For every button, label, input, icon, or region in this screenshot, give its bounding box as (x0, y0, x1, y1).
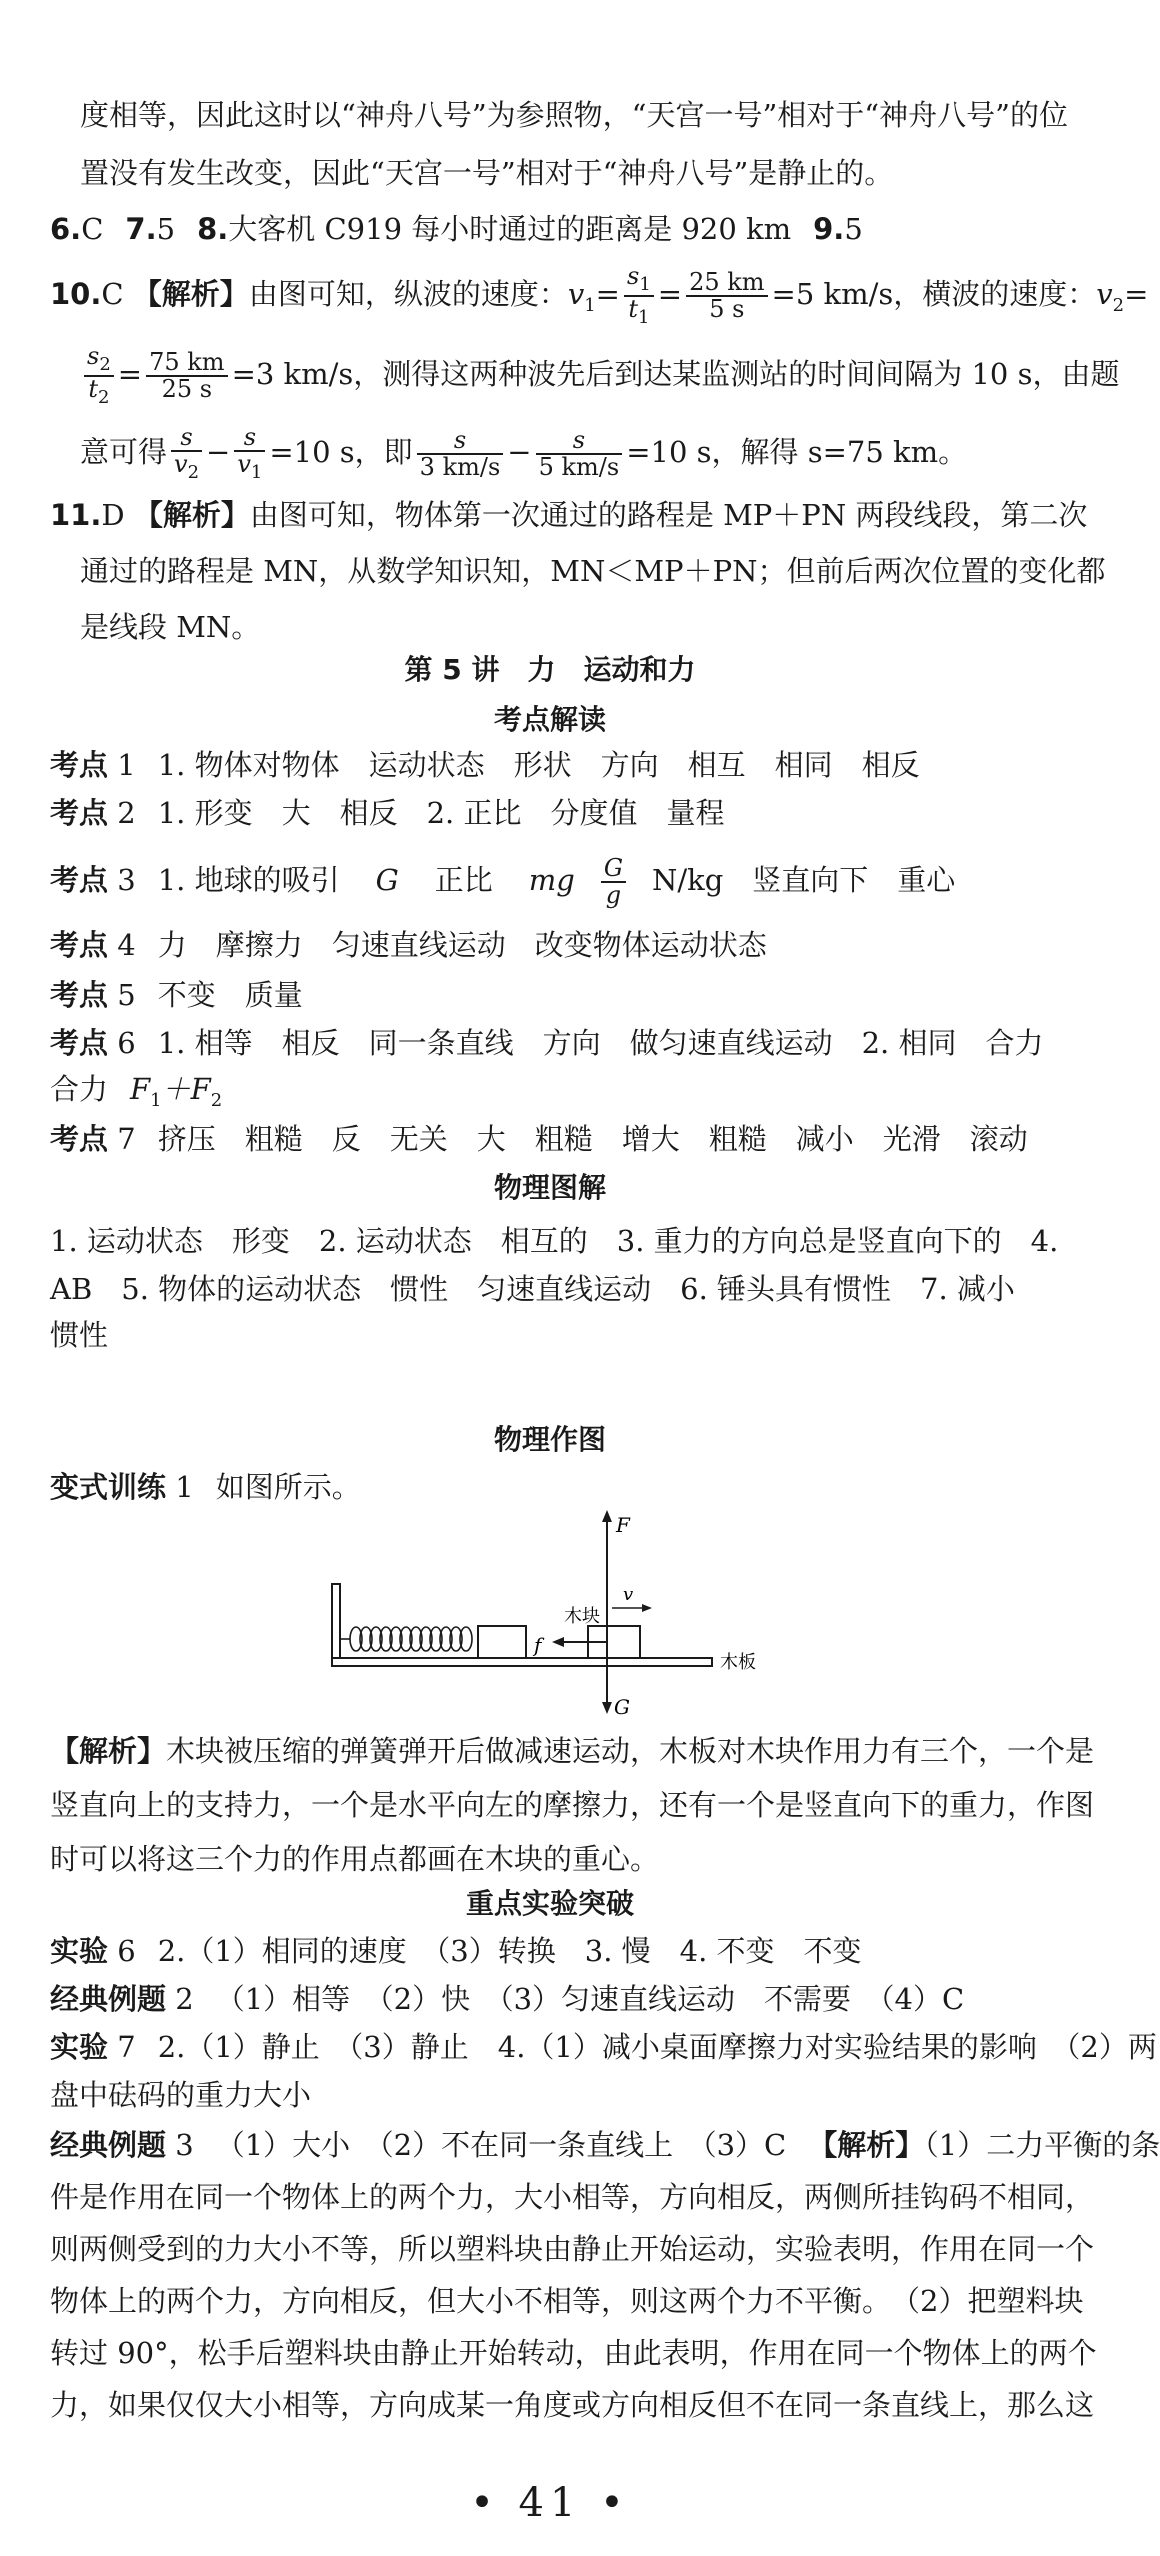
q11-line-1 (50, 492, 1088, 538)
example-2 (50, 1976, 1050, 2022)
label-num: 2 (117, 796, 136, 830)
fraction (601, 853, 626, 909)
label-num: 1 (117, 748, 136, 782)
bianshi-1 (50, 1464, 1050, 1510)
label: 经典例题 (50, 2128, 167, 2162)
text: =3 km/s，测得这两种波先后到达某监测站的时间间隔为 10 s，由题 (231, 357, 1120, 391)
text-line: AB 5. 物体的运动状态 惯性 匀速直线运动 6. 锤头具有惯性 7. 减小 (50, 1272, 1015, 1306)
sub: 1 (639, 274, 651, 296)
label-num: 3 (117, 863, 136, 897)
num: s (234, 425, 265, 452)
kaodian-2 (50, 790, 1050, 836)
question-number: 7. (125, 212, 157, 246)
q10-line-1 (50, 262, 1149, 328)
kaodian-5 (50, 972, 1050, 1018)
text-line: 1. 运动状态 形变 2. 运动状态 相互的 3. 重力的方向总是竖直向下的 4. (50, 1224, 1059, 1258)
text: 2.（1）相同的速度 （3）转换 3. 慢 4. 不变 不变 (157, 1934, 862, 1968)
text: N/kg 竖直向下 重心 (652, 863, 956, 897)
analysis-line-2: 竖直向上的支持力，一个是水平向左的摩擦力，还有一个是竖直向下的重力，作图 (50, 1788, 1095, 1822)
var: s (626, 262, 640, 291)
answer: 大客机 C919 每小时通过的距离是 920 km (228, 212, 792, 246)
board (332, 1658, 712, 1666)
var: F (130, 1072, 151, 1106)
var: v (567, 277, 585, 311)
q11-line-2: 通过的路程是 MN，从数学知识知，MN＜MP＋PN；但前后两次位置的变化都 (80, 554, 1106, 588)
label-num: 6 (117, 1934, 136, 1968)
label: 考点 (50, 1122, 109, 1156)
eq: = (1124, 277, 1149, 311)
text: 1. 物体对物体 运动状态 形状 方向 相互 相同 相反 (157, 748, 920, 782)
text: 正比 (434, 863, 493, 897)
answers-6-9 (50, 206, 1050, 252)
q11-line-3: 是线段 MN。 (80, 610, 261, 644)
example-3 (50, 2122, 1160, 2168)
q10-line-2 (80, 342, 1120, 408)
label-G: G (614, 1695, 630, 1719)
text-line: 惯性 (50, 1318, 109, 1352)
label-num: 7 (117, 2030, 136, 2064)
var: s (87, 342, 100, 371)
answer: C (81, 212, 104, 246)
sub: 1 (150, 1089, 162, 1111)
experiment-6 (50, 1928, 1050, 1974)
kaodian-1 (50, 742, 1050, 788)
fraction (417, 425, 504, 481)
experiment-7-line-2: 盘中砝码的重力大小 (50, 2078, 312, 2112)
fraction (84, 344, 114, 407)
subsection-title: 重点实验突破 (465, 1887, 634, 1920)
fraction (624, 264, 654, 327)
kaodian-3 (50, 848, 1050, 912)
question-number: 8. (197, 212, 229, 246)
question-number: 10. (50, 277, 102, 311)
analysis-tag: 【解析】 (50, 1734, 167, 1768)
var: G (375, 863, 399, 897)
force-diagram (320, 1508, 780, 1718)
text: 意可得 (80, 435, 168, 469)
label: 经典例题 (50, 1982, 167, 2016)
example-3-line-3: 则两侧受到的力大小不等，所以塑料块由静止开始运动，实验表明，作用在同一个 (50, 2232, 1095, 2266)
fraction (686, 267, 767, 323)
text: =10 s，解得 s=75 km。 (626, 435, 968, 469)
analysis-line-3: 时可以将这三个力的作用点都画在木块的重心。 (50, 1842, 660, 1876)
text: （1）大小 （2）不在同一条直线上 （3）C (215, 2128, 787, 2162)
text: =10 s，即 (269, 435, 413, 469)
label: 考点 (50, 1026, 109, 1060)
sub: 2 (1112, 294, 1125, 316)
den: g (605, 881, 622, 909)
var: mg (528, 863, 575, 897)
minus: − (507, 435, 532, 469)
text: 如图所示。 (215, 1470, 361, 1504)
eq: = (117, 357, 143, 391)
fraction (171, 425, 202, 483)
example-3-line-5: 转过 90°，松手后塑料块由静止开始转动，由此表明，作用在同一个物体上的两个 (50, 2336, 1097, 2370)
arrow-left-icon (552, 1637, 564, 1647)
answer: C (101, 277, 124, 311)
spring (340, 1627, 472, 1651)
minus: − (206, 435, 231, 469)
arrow-up-icon (602, 1510, 612, 1522)
label: 变式训练 (50, 1470, 167, 1504)
label: 考点 (50, 796, 109, 830)
label-num: 5 (117, 978, 136, 1012)
text: 力 摩擦力 匀速直线运动 改变物体运动状态 (157, 928, 767, 962)
text: 2.（1）静止 （3）静止 4.（1）减小桌面摩擦力对实验结果的影响 （2）两 (157, 2030, 1157, 2064)
example-3-line-4: 物体上的两个力，方向相反，但大小不相等，则这两个力不平衡。 （2）把塑料块 (50, 2284, 1084, 2318)
label-f: f (534, 1633, 542, 1657)
label-board: 木板 (720, 1652, 756, 1673)
kaodian-7 (50, 1116, 1050, 1162)
answer: D (101, 498, 125, 532)
text: 木块被压缩的弹簧弹开后做减速运动，木板对木块作用力有三个，一个是 (166, 1734, 1095, 1768)
analysis-tag: 【解析】 (132, 277, 249, 311)
num: 25 km (686, 270, 767, 297)
text: 1. 形变 大 相反 2. 正比 分度值 量程 (157, 796, 725, 830)
subsection-title: 物理图解 (493, 1171, 606, 1204)
den: 25 s (161, 375, 213, 403)
text: =5 km/s，横波的速度： (771, 277, 1097, 311)
sub: 1 (250, 462, 263, 484)
answer: 5 (844, 212, 863, 246)
var: t (628, 295, 638, 323)
kaodian-6 (50, 1020, 1050, 1066)
den: 3 km/s (419, 453, 501, 481)
label: 考点 (50, 978, 109, 1012)
num: 75 km (146, 350, 227, 377)
answer: 5 (156, 212, 176, 246)
analysis-tag: 【解析】 (808, 2128, 925, 2162)
kaodian-4 (50, 922, 1050, 968)
text: 由图可知，纵波的速度： (248, 277, 568, 311)
den: 5 s (709, 295, 745, 323)
arrow-right-icon (642, 1604, 652, 1612)
fraction (146, 347, 227, 403)
example-3-line-6: 力，如果仅仅大小相等，方向成某一角度或方向相反但不在同一条直线上，那么这 (50, 2388, 1095, 2422)
var: ＋F (161, 1072, 211, 1106)
text: 挤压 粗糙 反 无关 大 粗糙 增大 粗糙 减小 光滑 滚动 (157, 1122, 1028, 1156)
label-num: 3 (175, 2128, 194, 2162)
block-start (478, 1626, 526, 1658)
eq: = (657, 277, 683, 311)
num: s (536, 428, 623, 455)
section-title: 第 5 讲 力 运动和力 (404, 653, 696, 686)
text: 由图可知，物体第一次通过的路程是 MP＋PN 两段线段，第二次 (249, 498, 1088, 532)
text-line: 度相等，因此这时以“神舟八号”为参照物，“天宫一号”相对于“神舟八号”的位 (80, 98, 1068, 132)
sub: 2 (99, 354, 111, 376)
label: 考点 (50, 928, 109, 962)
label: 实验 (50, 1934, 109, 1968)
label-num: 7 (117, 1122, 136, 1156)
var: t (88, 375, 98, 403)
text-line: 置没有发生改变，因此“天宫一号”相对于“神舟八号”是静止的。 (80, 156, 894, 190)
question-number: 6. (50, 212, 82, 246)
experiment-7 (50, 2024, 1157, 2070)
question-number: 11. (50, 498, 102, 532)
text: （1）相等 （2）快 （3）匀速直线运动 不需要 （4）C (215, 1982, 965, 2016)
label-num: 4 (117, 928, 136, 962)
label-num: 6 (117, 1026, 136, 1060)
arrow-down-icon (602, 1702, 612, 1714)
num: s (171, 425, 202, 452)
label-num: 2 (175, 1982, 194, 2016)
question-number: 9. (813, 212, 845, 246)
text: 不变 质量 (157, 978, 303, 1012)
label-F: F (616, 1513, 630, 1537)
sub: 2 (187, 462, 200, 484)
analysis-tag: 【解析】 (133, 498, 250, 532)
label-block: 木块 (564, 1606, 600, 1627)
page-number: • 41 • (470, 2480, 630, 2526)
sub: 1 (584, 294, 596, 316)
sub: 2 (97, 386, 110, 408)
sub: 1 (637, 306, 650, 328)
fraction (536, 425, 623, 481)
subsection-title: 考点解读 (493, 703, 606, 736)
label-v: v (623, 1584, 634, 1605)
q10-line-3 (80, 420, 1050, 484)
var: v (1096, 277, 1113, 311)
var: v (174, 450, 188, 479)
text: 1. 相等 相反 同一条直线 方向 做匀速直线运动 2. 相同 合力 (157, 1026, 1044, 1060)
text: 合力 (50, 1072, 109, 1106)
text: 1. 地球的吸引 (157, 863, 340, 897)
label: 考点 (50, 863, 109, 897)
label-num: 1 (175, 1470, 194, 1504)
wall (332, 1584, 340, 1666)
den: 5 km/s (538, 453, 620, 481)
var: v (237, 450, 251, 479)
subsection-title: 物理作图 (493, 1423, 606, 1456)
label: 考点 (50, 748, 109, 782)
sub: 2 (210, 1089, 223, 1111)
label: 实验 (50, 2030, 109, 2064)
text: （1）二力平衡的条 (924, 2128, 1160, 2162)
analysis-line-1 (50, 1728, 1095, 1774)
num: G (601, 856, 626, 883)
example-3-line-2: 件是作用在同一个物体上的两个力，大小相等，方向相反，两侧所挂钩码不相同， (50, 2180, 1095, 2214)
fraction (234, 425, 265, 483)
eq: = (595, 277, 620, 311)
num: s (417, 428, 504, 455)
